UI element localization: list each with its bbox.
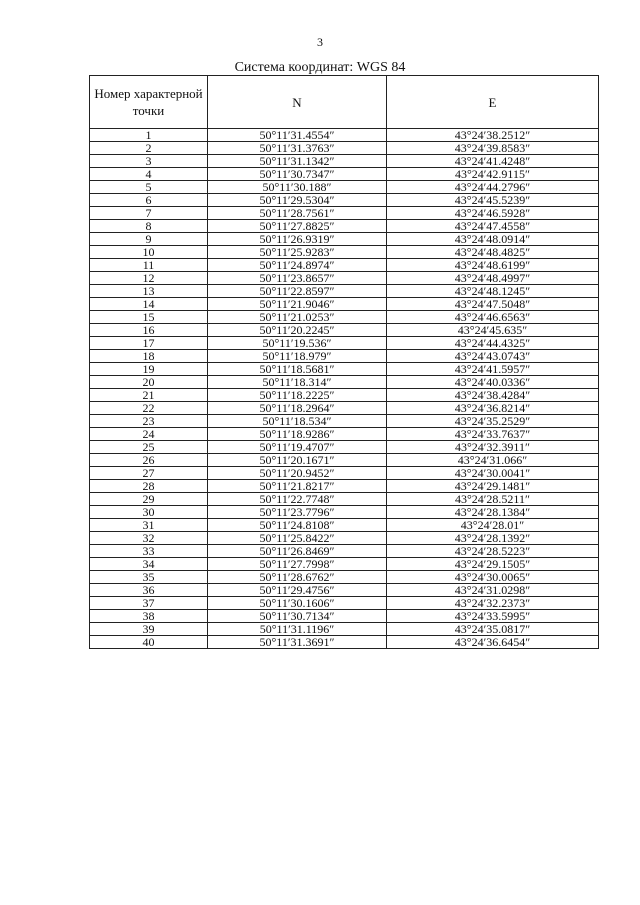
latitude-cell: 50°11′30.188″	[208, 181, 387, 194]
point-number-cell: 5	[90, 181, 208, 194]
longitude-cell: 43°24′44.4325″	[387, 337, 599, 350]
latitude-cell: 50°11′31.3691″	[208, 636, 387, 649]
table-row	[90, 467, 599, 480]
table-row	[90, 324, 599, 337]
longitude-cell: 43°24′38.2512″	[387, 129, 599, 142]
column-header-e: E	[387, 76, 599, 129]
table-row	[90, 480, 599, 493]
longitude-cell: 43°24′41.4248″	[387, 155, 599, 168]
table-header-row	[90, 76, 599, 129]
longitude-cell: 43°24′28.1392″	[387, 532, 599, 545]
column-header-point-number: Номер характерной точки	[90, 76, 208, 129]
point-number-cell: 20	[90, 376, 208, 389]
point-number-cell: 15	[90, 311, 208, 324]
point-number-cell: 33	[90, 545, 208, 558]
longitude-cell: 43°24′45.5239″	[387, 194, 599, 207]
longitude-cell: 43°24′29.1481″	[387, 480, 599, 493]
table-row	[90, 402, 599, 415]
longitude-cell: 43°24′38.4284″	[387, 389, 599, 402]
latitude-cell: 50°11′20.9452″	[208, 467, 387, 480]
latitude-cell: 50°11′27.8825″	[208, 220, 387, 233]
table-row	[90, 610, 599, 623]
latitude-cell: 50°11′18.2964″	[208, 402, 387, 415]
latitude-cell: 50°11′18.979″	[208, 350, 387, 363]
point-number-cell: 25	[90, 441, 208, 454]
point-number-cell: 3	[90, 155, 208, 168]
point-number-cell: 32	[90, 532, 208, 545]
latitude-cell: 50°11′21.0253″	[208, 311, 387, 324]
longitude-cell: 43°24′28.01″	[387, 519, 599, 532]
latitude-cell: 50°11′24.8108″	[208, 519, 387, 532]
longitude-cell: 43°24′43.0743″	[387, 350, 599, 363]
longitude-cell: 43°24′32.2373″	[387, 597, 599, 610]
latitude-cell: 50°11′27.7998″	[208, 558, 387, 571]
table-row	[90, 129, 599, 142]
page-number: 3	[317, 35, 323, 49]
point-number-cell: 19	[90, 363, 208, 376]
point-number-cell: 7	[90, 207, 208, 220]
point-number-cell: 6	[90, 194, 208, 207]
point-number-cell: 1	[90, 129, 208, 142]
coordinate-system-title: Система координат: WGS 84	[234, 60, 406, 75]
table-row	[90, 363, 599, 376]
longitude-cell: 43°24′42.9115″	[387, 168, 599, 181]
table-row	[90, 545, 599, 558]
latitude-cell: 50°11′18.534″	[208, 415, 387, 428]
point-number-cell: 40	[90, 636, 208, 649]
point-number-cell: 18	[90, 350, 208, 363]
latitude-cell: 50°11′29.5304″	[208, 194, 387, 207]
latitude-cell: 50°11′21.9046″	[208, 298, 387, 311]
table-row	[90, 428, 599, 441]
latitude-cell: 50°11′19.4707″	[208, 441, 387, 454]
point-number-cell: 14	[90, 298, 208, 311]
point-number-cell: 9	[90, 233, 208, 246]
latitude-cell: 50°11′18.5681″	[208, 363, 387, 376]
longitude-cell: 43°24′46.5928″	[387, 207, 599, 220]
point-number-cell: 28	[90, 480, 208, 493]
point-number-cell: 29	[90, 493, 208, 506]
longitude-cell: 43°24′41.5957″	[387, 363, 599, 376]
latitude-cell: 50°11′26.8469″	[208, 545, 387, 558]
latitude-cell: 50°11′25.9283″	[208, 246, 387, 259]
latitude-cell: 50°11′20.1671″	[208, 454, 387, 467]
latitude-cell: 50°11′30.1606″	[208, 597, 387, 610]
latitude-cell: 50°11′31.4554″	[208, 129, 387, 142]
table-row	[90, 350, 599, 363]
latitude-cell: 50°11′28.6762″	[208, 571, 387, 584]
longitude-cell: 43°24′33.7637″	[387, 428, 599, 441]
longitude-cell: 43°24′36.8214″	[387, 402, 599, 415]
table-row	[90, 506, 599, 519]
longitude-cell: 43°24′46.6563″	[387, 311, 599, 324]
longitude-cell: 43°24′30.0065″	[387, 571, 599, 584]
point-number-cell: 24	[90, 428, 208, 441]
point-number-cell: 21	[90, 389, 208, 402]
latitude-cell: 50°11′30.7347″	[208, 168, 387, 181]
point-number-cell: 22	[90, 402, 208, 415]
table-row	[90, 337, 599, 350]
longitude-cell: 43°24′28.5223″	[387, 545, 599, 558]
longitude-cell: 43°24′45.635″	[387, 324, 599, 337]
column-header-n: N	[208, 76, 387, 129]
table-row	[90, 259, 599, 272]
point-number-cell: 4	[90, 168, 208, 181]
table-row	[90, 558, 599, 571]
point-number-cell: 12	[90, 272, 208, 285]
point-number-cell: 11	[90, 259, 208, 272]
longitude-cell: 43°24′47.5048″	[387, 298, 599, 311]
latitude-cell: 50°11′31.3763″	[208, 142, 387, 155]
longitude-cell: 43°24′40.0336″	[387, 376, 599, 389]
table-row	[90, 532, 599, 545]
longitude-cell: 43°24′32.3911″	[387, 441, 599, 454]
point-number-cell: 27	[90, 467, 208, 480]
point-number-cell: 39	[90, 623, 208, 636]
table-row	[90, 454, 599, 467]
table-row	[90, 376, 599, 389]
longitude-cell: 43°24′39.8583″	[387, 142, 599, 155]
longitude-cell: 43°24′48.4997″	[387, 272, 599, 285]
table-row	[90, 415, 599, 428]
table-row	[90, 597, 599, 610]
point-number-cell: 37	[90, 597, 208, 610]
coordinates-table	[89, 75, 599, 649]
table-row	[90, 207, 599, 220]
longitude-cell: 43°24′44.2796″	[387, 181, 599, 194]
table-row	[90, 311, 599, 324]
longitude-cell: 43°24′47.4558″	[387, 220, 599, 233]
longitude-cell: 43°24′28.5211″	[387, 493, 599, 506]
table-row	[90, 519, 599, 532]
longitude-cell: 43°24′35.0817″	[387, 623, 599, 636]
latitude-cell: 50°11′31.1342″	[208, 155, 387, 168]
latitude-cell: 50°11′30.7134″	[208, 610, 387, 623]
table-row	[90, 623, 599, 636]
point-number-cell: 26	[90, 454, 208, 467]
table-row	[90, 142, 599, 155]
table-row	[90, 194, 599, 207]
longitude-cell: 43°24′30.0041″	[387, 467, 599, 480]
point-number-cell: 13	[90, 285, 208, 298]
table-row	[90, 181, 599, 194]
latitude-cell: 50°11′28.7561″	[208, 207, 387, 220]
latitude-cell: 50°11′21.8217″	[208, 480, 387, 493]
latitude-cell: 50°11′24.8974″	[208, 259, 387, 272]
point-number-cell: 2	[90, 142, 208, 155]
point-number-cell: 17	[90, 337, 208, 350]
longitude-cell: 43°24′35.2529″	[387, 415, 599, 428]
latitude-cell: 50°11′23.7796″	[208, 506, 387, 519]
table-row	[90, 493, 599, 506]
table-row	[90, 298, 599, 311]
table-row	[90, 571, 599, 584]
longitude-cell: 43°24′48.6199″	[387, 259, 599, 272]
longitude-cell: 43°24′36.6454″	[387, 636, 599, 649]
table-row	[90, 584, 599, 597]
latitude-cell: 50°11′22.8597″	[208, 285, 387, 298]
table-row	[90, 285, 599, 298]
point-number-cell: 8	[90, 220, 208, 233]
point-number-cell: 36	[90, 584, 208, 597]
latitude-cell: 50°11′18.9286″	[208, 428, 387, 441]
latitude-cell: 50°11′20.2245″	[208, 324, 387, 337]
latitude-cell: 50°11′18.2225″	[208, 389, 387, 402]
point-number-cell: 10	[90, 246, 208, 259]
longitude-cell: 43°24′31.066″	[387, 454, 599, 467]
longitude-cell: 43°24′48.1245″	[387, 285, 599, 298]
table-row	[90, 389, 599, 402]
point-number-cell: 30	[90, 506, 208, 519]
point-number-cell: 38	[90, 610, 208, 623]
point-number-cell: 34	[90, 558, 208, 571]
longitude-cell: 43°24′48.4825″	[387, 246, 599, 259]
table-body	[90, 129, 599, 649]
latitude-cell: 50°11′29.4756″	[208, 584, 387, 597]
table-row	[90, 246, 599, 259]
latitude-cell: 50°11′26.9319″	[208, 233, 387, 246]
table-row	[90, 272, 599, 285]
latitude-cell: 50°11′31.1196″	[208, 623, 387, 636]
latitude-cell: 50°11′23.8657″	[208, 272, 387, 285]
table-row	[90, 233, 599, 246]
longitude-cell: 43°24′48.0914″	[387, 233, 599, 246]
point-number-cell: 16	[90, 324, 208, 337]
longitude-cell: 43°24′31.0298″	[387, 584, 599, 597]
table-row	[90, 636, 599, 649]
latitude-cell: 50°11′25.8422″	[208, 532, 387, 545]
table-row	[90, 168, 599, 181]
longitude-cell: 43°24′33.5995″	[387, 610, 599, 623]
table-row	[90, 441, 599, 454]
table-row	[90, 220, 599, 233]
point-number-cell: 23	[90, 415, 208, 428]
longitude-cell: 43°24′29.1505″	[387, 558, 599, 571]
point-number-cell: 31	[90, 519, 208, 532]
table-row	[90, 155, 599, 168]
latitude-cell: 50°11′18.314″	[208, 376, 387, 389]
point-number-cell: 35	[90, 571, 208, 584]
longitude-cell: 43°24′28.1384″	[387, 506, 599, 519]
latitude-cell: 50°11′22.7748″	[208, 493, 387, 506]
latitude-cell: 50°11′19.536″	[208, 337, 387, 350]
